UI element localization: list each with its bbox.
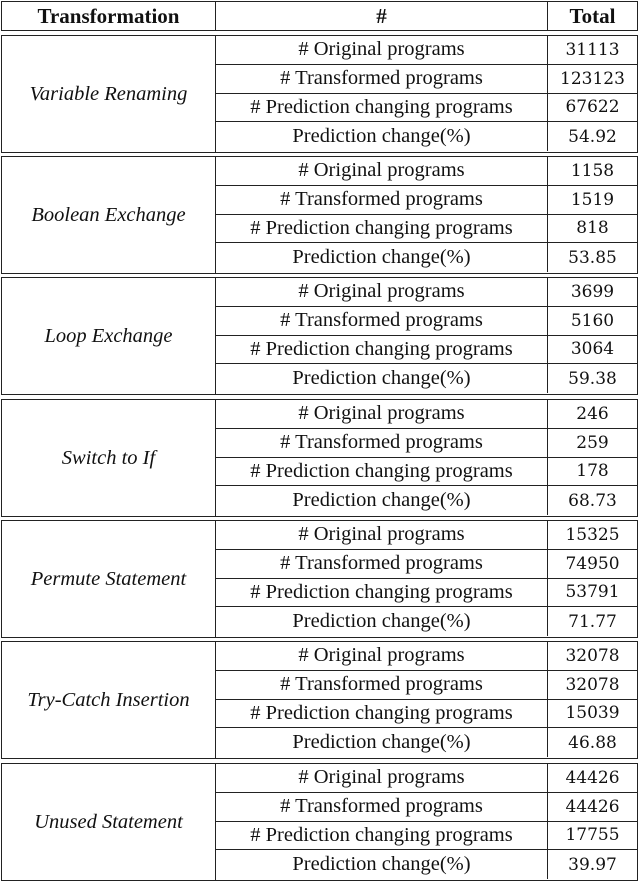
transformation-group [1,35,638,153]
metric-label: # Original programs [216,400,548,429]
transformation-group [1,156,638,274]
metric-value: 53791 [548,579,637,608]
metric-value: 3699 [548,278,637,307]
metric-label: # Original programs [216,278,548,307]
transformation-name: Switch to If [2,400,216,516]
metric-value: 17755 [548,822,637,851]
transformation-name: Loop Exchange [2,278,216,394]
metric-label: # Transformed programs [216,671,548,700]
metric-value: 178 [548,458,637,487]
metric-value: 67622 [548,94,637,123]
metric-value: 1158 [548,157,637,186]
transformation-name: Variable Renaming [2,36,216,152]
metric-label: # Original programs [216,521,548,550]
metric-label: # Prediction changing programs [216,822,548,851]
metric-value: 46.88 [568,732,617,753]
metric-label: # Original programs [216,764,548,793]
transformation-group [1,641,638,759]
metric-value: 53.85 [568,247,617,268]
metric-value: 1519 [548,186,637,215]
transformation-group [1,520,638,638]
metric-value: 259 [548,429,637,458]
transformation-group [1,763,638,881]
transformation-name: Permute Statement [2,521,216,637]
metric-label: # Original programs [216,157,548,186]
transformation-group [1,277,638,395]
metric-value: 3064 [548,336,637,365]
header-metric: # [216,2,548,30]
metric-value: 5160 [548,307,637,336]
metric-value: 15325 [548,521,637,550]
metric-label: Prediction change(%) [216,122,548,151]
metric-label: # Original programs [216,36,548,65]
metric-label: Prediction change(%) [216,243,548,272]
metric-value: 818 [548,215,637,244]
table-header [1,1,638,31]
metric-value: 246 [548,400,637,429]
metric-value: 31113 [548,36,637,65]
transformation-name: Boolean Exchange [2,157,216,273]
metric-label: # Transformed programs [216,550,548,579]
metric-value: 32078 [548,671,637,700]
metric-label: # Prediction changing programs [216,458,548,487]
metric-value: 71.77 [568,611,617,632]
transformation-name: Try-Catch Insertion [2,642,216,758]
transformation-name: Unused Statement [2,764,216,880]
metric-value: 44426 [548,764,637,793]
metric-label: # Transformed programs [216,307,548,336]
metric-label: # Transformed programs [216,429,548,458]
metric-value: 15039 [548,700,637,729]
metric-label: # Transformed programs [216,65,548,94]
metric-label: # Transformed programs [216,793,548,822]
metric-label: # Prediction changing programs [216,579,548,608]
metric-label: # Prediction changing programs [216,700,548,729]
header-total: Total [569,3,616,28]
metric-label: Prediction change(%) [216,364,548,393]
metric-value: 39.97 [568,854,617,875]
metric-value: 54.92 [568,126,617,147]
metric-value: 44426 [548,793,637,822]
metric-label: # Transformed programs [216,186,548,215]
metric-label: # Prediction changing programs [216,336,548,365]
metric-label: # Original programs [216,642,548,671]
metric-label: Prediction change(%) [216,607,548,636]
metric-label: Prediction change(%) [216,728,548,757]
metric-label: Prediction change(%) [216,850,548,879]
metric-label: # Prediction changing programs [216,94,548,123]
metric-label: # Prediction changing programs [216,215,548,244]
metric-value: 74950 [548,550,637,579]
header-transformation: Transformation [2,2,216,30]
metric-value: 68.73 [568,490,617,511]
metric-value: 59.38 [568,368,617,389]
transformation-group [1,399,638,517]
metric-value: 123123 [548,65,637,94]
metric-value: 32078 [548,642,637,671]
metric-label: Prediction change(%) [216,486,548,515]
